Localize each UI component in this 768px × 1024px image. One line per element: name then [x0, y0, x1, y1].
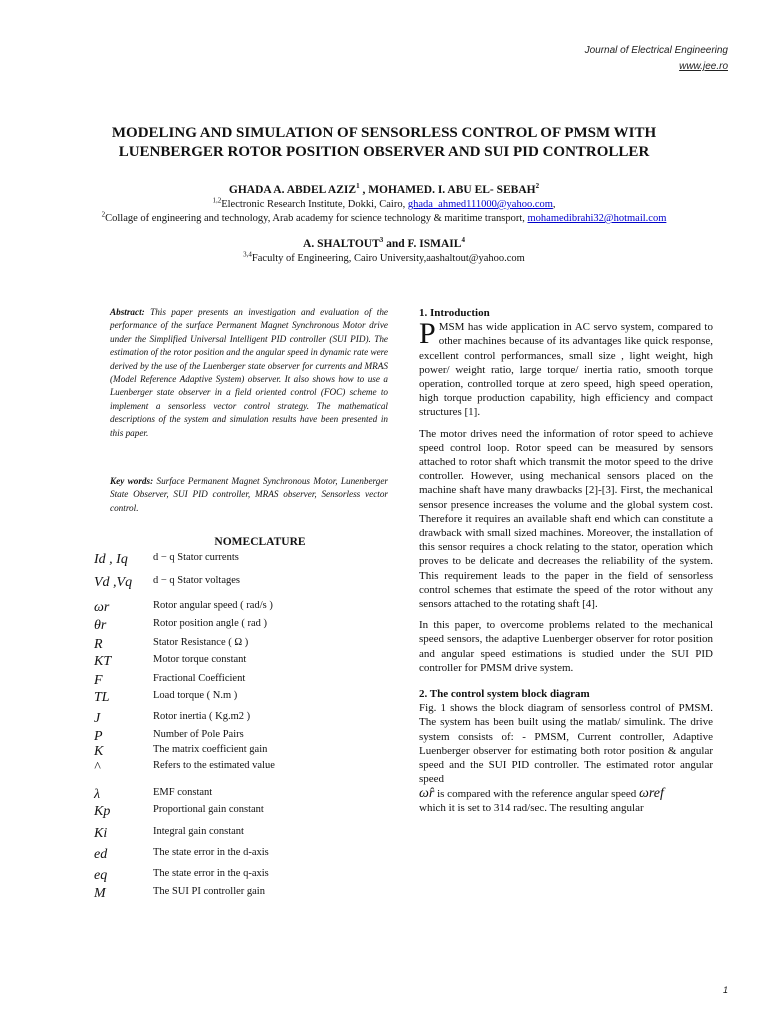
nomenclature-symbol: ωr: [94, 600, 110, 615]
nomenclature-definition: Motor torque constant: [153, 654, 247, 665]
nomenclature-definition: Stator Resistance ( Ω ): [153, 637, 249, 648]
nomenclature-row: [88, 618, 398, 638]
nomenclature-definition: d − q Stator currents: [153, 552, 239, 563]
abstract-text: This paper presents an investigation and evaluation of the performance of the surface Permanent Magnet Synchronous Motor drive under the Simplified Universal Intelligent PID controller (SUI PID). The estimation of the rotor position and the angular speed in dynamic rate were derived by the use of the Luenberger state observer for currents and MRAS (Model Reference Adaptive System) observer. It also shows how to use a Luenberger state observer in a field oriented control (FOC) scheme to implement a sensorless vector control strategy. The mathematical descriptions of the system and simulation results have been presented in this paper.: [110, 307, 389, 438]
nomenclature-definition: Refers to the estimated value: [153, 760, 275, 771]
email-link[interactable]: ghada_ahmed111000@yahoo.com: [407, 199, 553, 210]
section-heading: 2. The control system block diagram: [419, 688, 590, 701]
nomenclature-symbol: M: [94, 886, 106, 901]
nomenclature-definition: d − q Stator voltages: [153, 575, 240, 586]
author-sup: 4: [461, 236, 465, 245]
nomenclature-row: [88, 690, 398, 710]
nomenclature-definition: Load torque ( N.m ): [153, 690, 238, 701]
nomenclature-symbol: P: [94, 729, 103, 744]
nomenclature-definition: Rotor angular speed ( rad/s ): [153, 600, 273, 611]
nomenclature-row: [88, 552, 398, 572]
author-name: , MOHAMED. I. ABU EL- SEBAH: [359, 184, 536, 196]
affiliation-3: [0, 250, 768, 264]
nomenclature-row: [88, 804, 398, 824]
page-number: 1: [722, 985, 728, 995]
authors-line-1: [0, 184, 768, 196]
nomenclature-symbol: TL: [94, 690, 110, 705]
authors-line-2: [0, 238, 768, 250]
intro-paragraph-3: In this paper, to overcome problems related to the mechanical speed sensors, the adaptive Luenberger observer for rotor position and angular speed estimations is studied under the SUI PID controller for PMSM drive system.: [419, 619, 713, 674]
nomenclature-definition: EMF constant: [153, 787, 213, 798]
nomenclature-symbol: KT: [94, 654, 112, 669]
journal-name: Journal of Electrical Engineering: [584, 45, 728, 56]
omega-hat-symbol: ω̂r: [419, 785, 435, 801]
nomenclature-symbol: K: [94, 744, 104, 759]
section2-paragraph: Fig. 1 shows the block diagram of sensorless control of PMSM. The system has been built using the matlab/ simulink. The drive system consists of: - PMSM, Current controller, Adaptive Luenberger observer for estimating both rotor position & angular speed and the SUI PID controller. The estimated rotor angular speed ω̂r is compared with the reference angular speed ωref which it is set to 314 rad/sec. The resulting angular: [419, 702, 713, 814]
nomenclature-symbol: eq: [94, 868, 108, 883]
affiliation-sup: 2: [101, 210, 106, 219]
keywords: [110, 475, 388, 515]
journal-url[interactable]: www.jee.ro: [679, 61, 728, 72]
intro-paragraph-2: The motor drives need the information of rotor speed to achieve speed control loop. Rotor speed can be measured by sensors attached to rotor shaft which transmit the motor speed to the drive controller. However, using mechanical sensors placed on the machine shaft have many drawbacks [2]-[3]. First, the mechanical sensor presence increases the volume and the global system cost. Therefore it requires an available shaft end which can constitute a drawback with small sized machines. Moreover, the installation of this sensor requires a chock relating to the stator, operation which proves to be delicate and decreases the reliability of the system. This requirement leads to the paper in the field of sensorless control schemes that estimate the speed of the rotor without any sensors attached to the rotating shaft [4].: [419, 427, 713, 611]
author-sup: 2: [535, 182, 540, 191]
nomenclature-definition: Rotor position angle ( rad ): [153, 618, 268, 629]
nomenclature-symbol: λ: [94, 787, 101, 802]
nomenclature-definition: Rotor inertia ( Kg.m2 ): [153, 711, 251, 722]
nomenclature-row: [88, 600, 398, 620]
nomenclature-row: [88, 868, 398, 888]
abstract: [110, 306, 388, 440]
nomenclature-definition: Integral gain constant: [153, 826, 244, 837]
nomenclature-symbol: Id , Iq: [94, 552, 128, 567]
paper-title: MODELING AND SIMULATION OF SENSORLESS CONTROL OF PMSM WITH LUENBERGER ROTOR POSITION OBSERVER AND SUI PID CONTROLLER: [111, 125, 657, 160]
author-name: A. SHALTOUT: [303, 238, 380, 250]
intro-paragraph-1: PMSM has wide application in AC servo system, compared to other machines because of its advantages like quick response, excellent control performances, small size , light weight, high power/ weight ratio, large torque/ inertia ratio, smooth torque operation, controlled torque at zero speed, high speed operation, high torque production capability, high efficiency and compact structures [1].: [419, 317, 713, 419]
abstract-label: Abstract:: [110, 307, 145, 317]
nomenclature-row: [88, 711, 398, 731]
nomenclature-row: [88, 826, 398, 846]
affiliation-text: Collage of engineering and technology, Arab academy for science technology & maritime transport,: [105, 213, 528, 224]
nomenclature-definition: The matrix coefficient gain: [153, 744, 268, 755]
author-sup: 3: [379, 236, 384, 245]
author-name: GHADA A. ABDEL AZIZ: [228, 184, 357, 196]
nomenclature-definition: The state error in the d-axis: [153, 847, 269, 858]
nomenclature-symbol: J: [94, 711, 101, 726]
nomenclature-symbol: Kp: [94, 804, 111, 819]
nomenclature-definition: The SUI PI controller gain: [153, 886, 265, 897]
email-link[interactable]: mohamedibrahi32@hotmail.com: [527, 213, 667, 224]
nomenclature-row: [88, 575, 398, 595]
author-name: and F. ISMAIL: [383, 238, 462, 250]
drop-cap: P: [419, 317, 436, 351]
nomenclature-symbol: Ki: [94, 826, 108, 841]
nomenclature-symbol: Vd ,Vq: [94, 575, 133, 590]
nomenclature-row: [88, 847, 398, 867]
nomenclature-symbol: ^: [94, 760, 100, 775]
affiliation-text: Faculty of Engineering, Cairo University,aashaltout@yahoo.com: [251, 253, 525, 264]
nomenclature-row: [88, 654, 398, 674]
author-sup: 1: [356, 182, 360, 191]
nomenclature-row: [88, 760, 398, 780]
keywords-label: Key words:: [110, 476, 154, 486]
nomenclature-symbol: F: [94, 673, 103, 688]
affiliation-end: ,: [552, 199, 556, 210]
affiliation-text: Electronic Research Institute, Dokki, Cairo,: [221, 199, 408, 210]
nomenclature-definition: Number of Pole Pairs: [153, 729, 244, 740]
nomenclature-definition: Fractional Coefficient: [153, 673, 246, 684]
affiliation-2: [0, 210, 768, 224]
affiliation-1: [0, 196, 768, 210]
omega-ref-symbol: ωref: [638, 785, 664, 801]
nomenclature-symbol: R: [94, 637, 103, 652]
nomenclature-symbol: ed: [94, 847, 108, 862]
nomenclature-heading: NOMECLATURE: [214, 536, 306, 548]
affiliation-sup: 1,2: [212, 196, 222, 205]
nomenclature-row: [88, 886, 398, 906]
nomenclature-definition: The state error in the q-axis: [153, 868, 269, 879]
nomenclature-symbol: θr: [94, 618, 107, 633]
section-heading: 1. Introduction: [419, 307, 490, 319]
intro-section: [419, 306, 713, 815]
affiliation-sup: 3,4: [243, 250, 252, 259]
keywords-text: Surface Permanent Magnet Synchronous Motor, Lunenberger State Observer, SUI PID controller, MRAS observer, Sensorless vector control.: [110, 476, 389, 513]
nomenclature-definition: Proportional gain constant: [153, 804, 264, 815]
